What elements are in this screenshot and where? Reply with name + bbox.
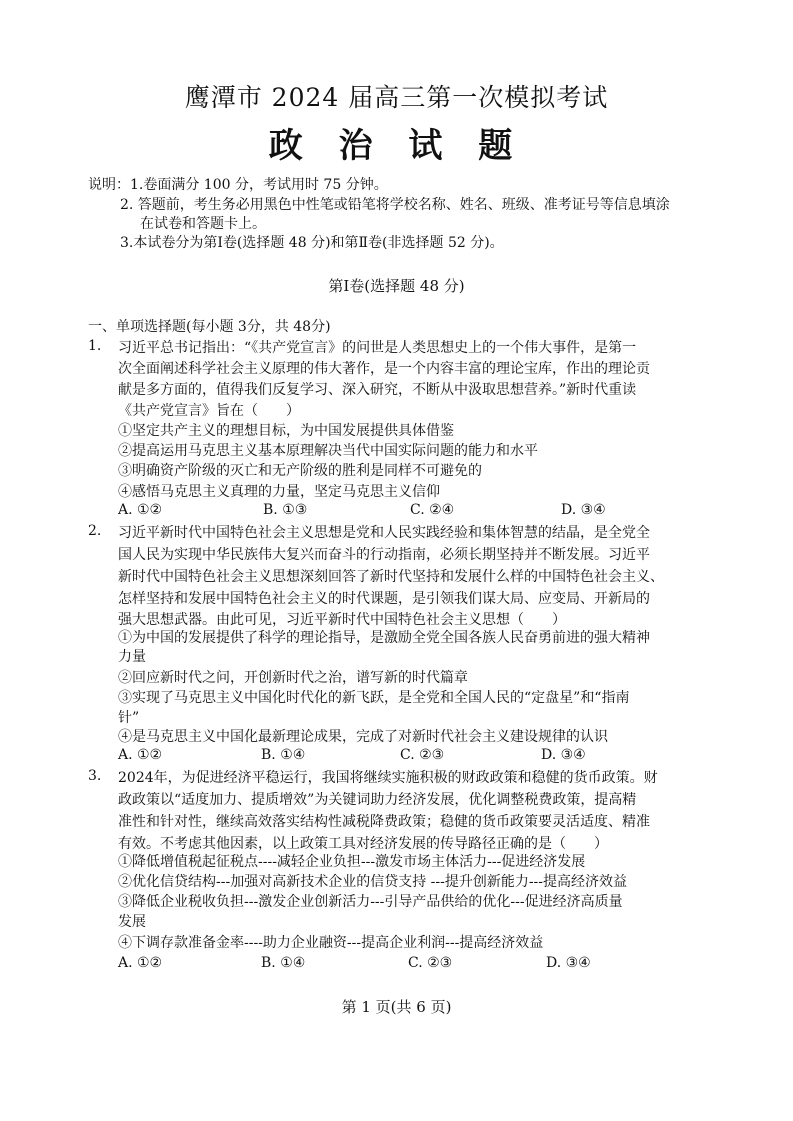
exam-title: 鹰潭市 2024 届高三第一次模拟考试 bbox=[184, 83, 609, 112]
statement-item: 发展 bbox=[118, 914, 146, 930]
question-text-line: 新时代中国特色社会主义思想深刻回答了新时代坚持和发展什么样的中国特色社会主义、 bbox=[118, 569, 664, 585]
question-text-line: 习近平新时代中国特色社会主义思想是党和人民实践经验和集体智慧的结晶，是全党全 bbox=[118, 525, 650, 541]
option-c: C. ②③ bbox=[408, 955, 453, 971]
statement-item: ①为中国的发展提供了科学的理论指导，是激励全党全国各族人民奋勇前进的强大精神 bbox=[118, 630, 650, 646]
option-c: C. ②④ bbox=[410, 502, 455, 518]
option-c: C. ②③ bbox=[400, 747, 445, 763]
option-a: A. ①② bbox=[118, 747, 163, 763]
question-text-line: 2024年，为促进经济平稳运行，我国将继续实施积极的财政政策和稳健的货币政策。财 bbox=[118, 770, 658, 786]
question-text-line: 《共产党宣言》旨在（ ） bbox=[118, 403, 300, 419]
statement-item: ②优化信贷结构---加强对高新技术企业的信贷支持 ---提升创新能力---提高经济效益 bbox=[118, 874, 628, 890]
instruction-line: 在试卷和答题卡上。 bbox=[140, 216, 266, 232]
question-text-line: 政政策以“适度加力、提质增效”为关键词助力经济发展，优化调整税费政策，提高精 bbox=[118, 792, 637, 808]
question-text-line: 国人民为实现中华民族伟大复兴而奋斗的行动指南，必须长期坚持并不断发展。习近平 bbox=[118, 547, 650, 563]
question-text-line: 强大思想武器。由此可见，习近平新时代中国特色社会主义思想（ ） bbox=[118, 612, 566, 628]
option-b: B. ①④ bbox=[261, 747, 306, 763]
question-text-line: 怎样坚持和发展中国特色社会主义的时代课题，是引领我们谋大局、应变局、开新局的 bbox=[118, 591, 650, 607]
page-number: 第 1 页(共 6 页) bbox=[341, 998, 452, 1016]
question-text-line: 次全面阐述科学社会主义原理的伟大著作，是一个内容丰富的理论宝库，作出的理论贡 bbox=[118, 361, 650, 377]
statement-item: ③明确资产阶级的灭亡和无产阶级的胜利是同样不可避免的 bbox=[118, 463, 482, 479]
instruction-line: 3.本试卷分为第Ⅰ卷(选择题 48 分)和第Ⅱ卷(非选择题 52 分)。 bbox=[120, 235, 504, 251]
question-text-line: 有效。不考虑其他因素，以上政策工具对经济发展的传导路径正确的是（ ） bbox=[118, 836, 608, 852]
statement-item: ②提高运用马克思主义基本原理解决当代中国实际问题的能力和水平 bbox=[118, 443, 538, 459]
option-a: A. ①② bbox=[118, 502, 163, 518]
statement-item: ③降低企业税收负担---激发企业创新活力---引导产品供给的优化---促进经济高质量 bbox=[118, 894, 623, 910]
question-number: 3. bbox=[88, 768, 102, 784]
statement-item: ④下调存款准备金率----助力企业融资---提高企业利润---提高经济效益 bbox=[118, 935, 544, 951]
statement-item: ②回应新时代之问，开创新时代之治，谱写新的时代篇章 bbox=[118, 670, 468, 686]
question-number: 2. bbox=[88, 523, 102, 539]
section-title: 第Ⅰ卷(选择题 48 分) bbox=[328, 277, 465, 295]
question-text-line: 习近平总书记指出：“《共产党宣言》的问世是人类思想史上的一个伟大事件，是第一 bbox=[118, 340, 637, 356]
part-heading: 一、单项选择题(每小题 3分，共 48分) bbox=[88, 319, 331, 335]
statement-item: ③实现了马克思主义中国化时代化的新飞跃，是全党和全国人民的“定盘星”和“指南 bbox=[118, 690, 630, 706]
statement-item: ①降低增值税起征税点----减轻企业负担---激发市场主体活力---促进经济发展 bbox=[118, 854, 586, 870]
question-text-line: 献是多方面的，值得我们反复学习、深入研究，不断从中汲取思想营养。”新时代重读 bbox=[118, 382, 637, 398]
question-text-line: 准性和针对性，继续高效落实结构性减税降费政策；稳健的货币政策要灵活适度、精准 bbox=[118, 814, 650, 830]
option-b: B. ①④ bbox=[261, 955, 306, 971]
statement-item: ④是马克思主义中国化最新理论成果，完成了对新时代社会主义建设规律的认识 bbox=[118, 729, 608, 745]
option-d: D. ③④ bbox=[546, 955, 591, 971]
statement-item: 力量 bbox=[118, 649, 146, 665]
statement-item: ④感悟马克思主义真理的力量，坚定马克思主义信仰 bbox=[118, 484, 440, 500]
option-d: D. ③④ bbox=[561, 502, 606, 518]
statement-item: 针” bbox=[118, 710, 140, 726]
instruction-line: 2. 答题前，考生务必用黑色中性笔或铅笔将学校名称、姓名、班级、准考证号等信息填涂 bbox=[120, 197, 670, 213]
subject-title: 政 治 试 题 bbox=[268, 126, 525, 166]
instruction-line: 说明：1.卷面满分 100 分，考试用时 75 分钟。 bbox=[88, 177, 388, 193]
option-d: D. ③④ bbox=[541, 747, 586, 763]
statement-item: ①坚定共产主义的理想目标，为中国发展提供具体借鉴 bbox=[118, 423, 454, 439]
question-number: 1. bbox=[88, 338, 102, 354]
option-a: A. ①② bbox=[118, 955, 163, 971]
option-b: B. ①③ bbox=[263, 502, 308, 518]
